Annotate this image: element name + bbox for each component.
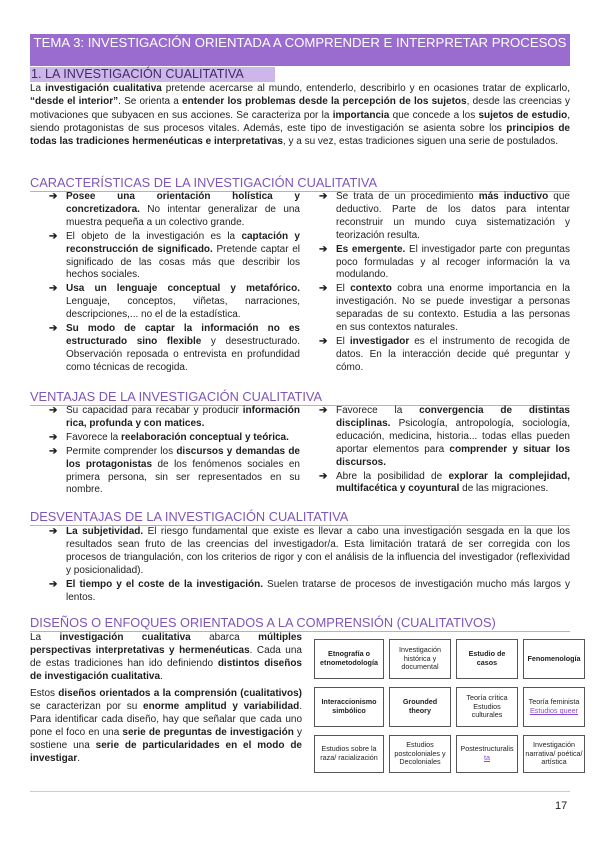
arrow-icon: ➔ <box>319 405 328 416</box>
section-1-heading: 1. LA INVESTIGACIÓN CUALITATIVA <box>30 67 275 82</box>
list-item: ➔ Su capacidad para recabar y producir información rica, profunda y con matices. <box>49 405 300 429</box>
list-item: ➔ Es emergente. El investigador parte con preguntas poco formuladas y al recoger información la va modulando. <box>319 243 570 281</box>
list-item: ➔ Usa un lenguaje conceptual y metafórico. Lenguaje, conceptos, viñetas, narraciones, descripciones,... no el de la estadística. <box>49 283 300 321</box>
list-item: ➔ Abre la posibilidad de explorar la complejidad, multifacética y coyuntural de las migraciones. <box>319 470 571 495</box>
desventajas-heading: DESVENTAJAS DE LA INVESTIGACIÓN CUALITATIVA <box>30 509 570 526</box>
arrow-icon: ➔ <box>49 405 58 416</box>
arrow-icon: ➔ <box>319 243 328 255</box>
design-cell: Etnografía o etnometodología <box>314 639 384 679</box>
footer-divider <box>30 791 570 792</box>
list-item: ➔ Favorece la convergencia de distintas disciplinas. Psicología, antropología, sociología, educación, medicina, historia... todas ellas pueden aportar elementos para comprender y situar los discursos. <box>319 405 571 468</box>
disenos-heading: DISEÑOS O ENFOQUES ORIENTADOS A LA COMPRENSIÓN (CUALITATIVOS) <box>30 615 570 632</box>
ventajas-right-list <box>314 405 570 497</box>
list-item: ➔ Se trata de un procedimiento más inductivo que deductivo. Parte de los datos para intentar reconstruir un mundo cuya sistematización y teorización resulta. <box>319 191 570 241</box>
arrow-icon: ➔ <box>49 431 58 443</box>
arrow-icon: ➔ <box>49 283 58 295</box>
disenos-paragraph-1: La investigación cualitativa abarca múltiples perspectivas interpretativas y hermenéuticas. Cada una de estas tradiciones han ido definiendo distintos diseños de investigación cualitativa. <box>30 632 302 682</box>
ventajas-heading: VENTAJAS DE LA INVESTIGACIÓN CUALITATIVA <box>30 389 570 406</box>
design-cell: Estudio de casos <box>456 639 518 679</box>
list-item: ➔ La subjetividad. El riesgo fundamental que existe es llevar a cabo una investigación sesgada en la que los resultados sean fruto de las creencias del investigador/a. Esta limitación tratará de ser corregida con los procesos de triangulación, con los criterios de rigor y con el análisis de la influencia del investigador (reflexividad y posicionalidad). <box>49 526 570 576</box>
list-item: ➔ El investigador es el instrumento de recogida de datos. En la interacción decide qué preguntar y cómo. <box>319 335 570 373</box>
list-item: ➔ Permite comprender los discursos y demandas de los protagonistas de los fenómenos sociales en primera persona, sin ser representados en su nombre. <box>49 445 300 496</box>
arrow-icon: ➔ <box>49 445 58 457</box>
page-title: TEMA 3: INVESTIGACIÓN ORIENTADA A COMPRENDER E INTERPRETAR PROCESOS <box>30 34 570 66</box>
ventajas-left-list <box>44 405 300 498</box>
arrow-icon: ➔ <box>49 526 58 537</box>
list-item: ➔ Posee una orientación holística y concretizadora. No intentar generalizar de una muestra pequeña a un colectivo grande. <box>49 191 300 228</box>
intro-paragraph: La investigación cualitativa pretende acercarse al mundo, entenderlo, describirlo y en ocasiones tratar de explicarlo, “desde el interior”. Se orienta a entender los problemas desde la percepción de los sujetos, desde las creencias y motivaciones que subyacen en sus acciones. Se caracteriza por la importancia que concede a los sujetos de estudio, siendo protagonistas de sus procesos vitales. Además, este tipo de investigación se asienta sobre los principios de todas las tradiciones hermenéuticas e interpretativas, y a su vez, estas tradiciones siguen una serie de postulados. <box>30 83 571 148</box>
caracteristicas-right-list <box>314 191 570 376</box>
design-cell: Teoría feminista Estudios queer <box>523 687 585 727</box>
postestructuralista-link[interactable]: ta <box>484 753 490 762</box>
estudios-queer-link[interactable]: Estudios queer <box>530 706 578 715</box>
design-cell: Investigación narrativa/ poética/ artística <box>523 735 585 773</box>
design-cell: Investigación histórica y documental <box>389 639 451 679</box>
arrow-icon: ➔ <box>49 191 58 202</box>
design-cell: Fenomenología <box>523 639 585 679</box>
disenos-paragraph-2: Estos diseños orientados a la comprensión (cualitativos) se caracterizan por su enorme amplitud y variabilidad. Para identificar cada diseño, hay que señalar que cada uno pone el foco en una serie de preguntas de investigación y sostiene una serie de particularidades en el modo de investigar. <box>30 688 302 764</box>
design-cell: Estudios sobre la raza/ racialización <box>314 735 384 773</box>
design-cell: Estudios postcoloniales y Decoloniales <box>389 735 451 773</box>
page-number: 17 <box>555 800 568 812</box>
list-item: ➔ El tiempo y el coste de la investigación. Suelen tratarse de procesos de investigación mucho más largos y lentos. <box>49 578 570 603</box>
caracteristicas-left-list <box>44 191 300 376</box>
arrow-icon: ➔ <box>49 323 58 335</box>
arrow-icon: ➔ <box>319 191 328 202</box>
design-cell: Grounded theory <box>389 687 451 727</box>
arrow-icon: ➔ <box>319 283 328 295</box>
desventajas-list <box>44 526 570 605</box>
list-item: ➔ Su modo de captar la información no es estructurado sino flexible y desestructurado. Observación reposada o entrevista en profundidad como técnicas de recogida. <box>49 323 300 373</box>
design-cell: Teoría crítica Estudios culturales <box>456 687 518 727</box>
caracteristicas-heading: CARACTERÍSTICAS DE LA INVESTIGACIÓN CUALITATIVA <box>30 175 570 192</box>
list-item: ➔ El objeto de la investigación es la captación y reconstrucción de significado. Pretende captar el significado de las cosas más que describir los hechos sociales. <box>49 230 301 281</box>
design-cell: Postestructuralis ta <box>456 735 518 773</box>
arrow-icon: ➔ <box>319 335 328 347</box>
arrow-icon: ➔ <box>49 230 58 242</box>
list-item: ➔ Favorece la reelaboración conceptual y teórica. <box>49 431 289 443</box>
list-item: ➔ El contexto cobra una enorme importancia en la investigación. No se puede investigar a personas separadas de su contexto. Estudia a las personas en sus contextos naturales. <box>319 283 571 334</box>
design-cell: Interaccionismo simbólico <box>314 687 384 727</box>
arrow-icon: ➔ <box>319 470 328 482</box>
arrow-icon: ➔ <box>49 578 58 590</box>
